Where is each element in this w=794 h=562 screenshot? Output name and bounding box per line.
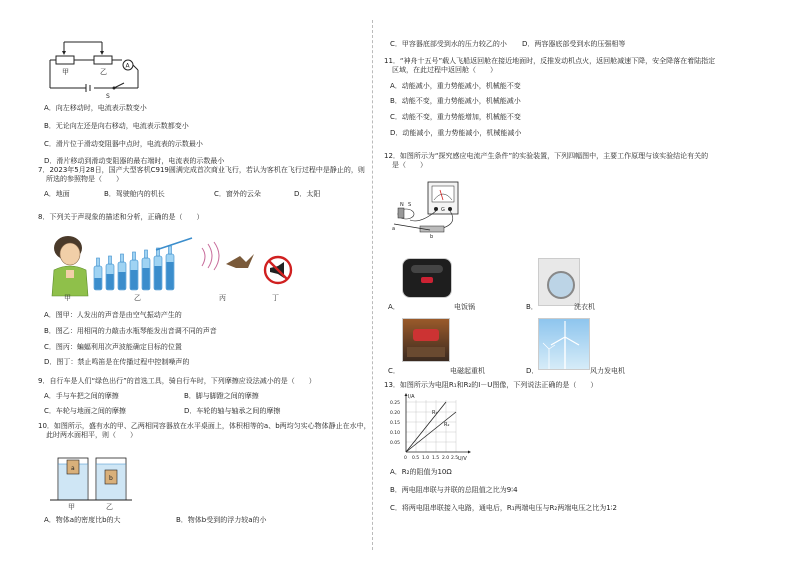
q12-option-a-name: 电饭锅 [454, 303, 475, 311]
q12-option-c-letter: C． [388, 367, 400, 375]
q13-ylabel: I/A [408, 394, 415, 400]
q11 [384, 57, 729, 138]
q8-option-d: D．图丁：禁止鸣笛是在传播过程中控制噪声的 [44, 358, 190, 367]
q12-induction-apparatus [390, 180, 490, 242]
q12-option-d-name: 风力发电机 [590, 367, 625, 375]
circuit-label-switch: S [106, 93, 110, 100]
q9 [38, 377, 383, 415]
q13-xtick-10: 1.0 [422, 456, 430, 461]
q13-option-b: B．两电阻串联与并联的总阻值之比为9∶4 [390, 485, 518, 494]
magnet-s: S [408, 202, 412, 208]
electromagnetic-crane-image [402, 318, 450, 362]
q10-options-ab [38, 516, 383, 525]
q8-stem-text: 8．下列关于声现象的描述和分析，正确的是（ ） [38, 213, 204, 221]
q9-option-c: C．车轮与地面之间的摩擦 [44, 406, 126, 415]
q13-iu-chart [388, 392, 478, 464]
q13-option-c: C．将两电阻串联接入电路，通电后，R₁两端电压与R₂两端电压之比为1∶2 [390, 503, 617, 512]
q11-option-d: D．动能减小，重力势能减小，机械能减小 [390, 128, 522, 137]
q9-option-a: A．手与车把之间的摩擦 [44, 391, 119, 400]
circuit-label-ammeter: A [125, 62, 130, 70]
circuit-label-yi: 乙 [100, 68, 107, 76]
q7-option-d: D．太阳 [294, 189, 321, 198]
q12-stem-line1: 12．如图所示为“探究感应电流产生条件”的实验装置，下列四幅图中，主要工作原理与该实验结论有关的 [384, 152, 709, 160]
q13-r1-label: R₁ [432, 410, 438, 416]
q10-label-jia: 甲 [68, 503, 75, 511]
q10-stem-line1: 10．如图所示，盛有水的甲、乙两相同容器放在水平桌面上，体积相等的a、b两均匀实心物体静止在水中， [38, 422, 371, 430]
q6-option-a: A．向左移动时，电流表示数变小 [44, 104, 147, 112]
q12-option-d-letter: D． [526, 367, 539, 375]
q9-option-b: B．脚与脚蹬之间的摩擦 [184, 391, 259, 400]
q10-option-b: B．物体b受到的浮力较a的小 [176, 516, 267, 524]
q13-stem [384, 381, 729, 390]
crane-scrap [407, 347, 445, 357]
q12-option-c-name: 电磁起重机 [450, 367, 485, 375]
q13-options [384, 468, 729, 512]
q13-ytick-010: 0.10 [390, 431, 401, 436]
rice-cooker-image [402, 258, 452, 298]
q10-object-a: a [71, 465, 75, 472]
galvanometer-label: G [441, 207, 445, 213]
q10 [38, 422, 383, 440]
q10-option-c: C．甲容器底部受到水的压力较乙的小 [390, 40, 507, 48]
q8-label-jia: 甲 [64, 294, 71, 302]
q10-options-cd [384, 40, 729, 49]
q13-stem-text: 13．如图所示为电阻R₁和R₂的I－U图像，下列说法正确的是（ ） [384, 381, 598, 389]
q10-options-row [38, 516, 383, 525]
q13-xtick-0: 0 [404, 456, 407, 461]
q9-options-row2 [38, 407, 383, 416]
q10-option-a: A．物体a的密度比b的大 [44, 516, 121, 524]
q10-label-yi: 乙 [106, 503, 113, 511]
q6-option-b: B．无论向左还是向右移动，电流表示数都变小 [44, 121, 189, 130]
q13-ytick-025: 0.25 [390, 401, 401, 406]
q13-ytick-015: 0.15 [390, 421, 401, 426]
washing-machine-door [547, 271, 575, 299]
q12-stem-line2: 是（ ） [392, 160, 427, 169]
q13-xtick-25: 2.5 [451, 456, 459, 461]
q8-stem [38, 213, 383, 222]
q6-circuit-diagram [42, 38, 152, 100]
q11-stem-line1: 11．“神舟十五号”载人飞船返回舱在接近地面时，反推发动机点火，返回舱减速下降，安全降落在着陆指定 [384, 57, 716, 65]
person-illustration [52, 236, 88, 296]
q9-options-row1 [38, 392, 383, 401]
q7-option-a: A．地面 [44, 189, 70, 198]
magnet-n: N [400, 202, 404, 208]
q13-ytick-005: 0.05 [390, 441, 401, 446]
q7-option-c: C．窗外的云朵 [214, 189, 261, 198]
rice-cooker-panel [421, 277, 433, 283]
q8-label-yi: 乙 [134, 294, 141, 302]
q8-sound-figure [44, 226, 294, 300]
q13-xtick-15: 1.5 [432, 456, 440, 461]
q8-label-ding: 丁 [272, 294, 279, 302]
q13-xtick-05: 0.5 [412, 456, 420, 461]
q6-option-d: D．滑片移动到滑动变阻器的最右端时，电流表的示数最小 [44, 157, 225, 166]
q9-stem: 9．自行车是人们“绿色出行”的首选工具，骑自行车时，下列摩擦应设法减小的是（ ） [38, 377, 316, 385]
bat-ultrasound [202, 242, 254, 270]
q6-option-c: C．滑片位于滑动变阻器中点时，电流表的示数最小 [44, 139, 203, 148]
q11-stem-line2: 区域，在此过程中返回舱（ ） [392, 65, 497, 74]
q11-option-c: C．动能不变，重力势能增加，机械能不变 [390, 113, 521, 121]
q10-stem-line2: 此时两水面相平，则（ ） [46, 430, 137, 439]
q7-options [38, 190, 383, 199]
q11-option-b: B．动能不变，重力势能减小，机械能减小 [390, 97, 521, 106]
water-bottles [94, 238, 192, 290]
q13-xtick-20: 2.0 [442, 456, 450, 461]
q8-options [38, 311, 383, 367]
q6-options [38, 104, 383, 172]
q13-ytick-020: 0.20 [390, 411, 401, 416]
wind-turbine-image [538, 318, 590, 370]
q7-stem-line1: 7．2023年5月28日，国产大型客机C919圆满完成首次商业飞行，若认为客机在飞行过程中是静止的，则 [38, 166, 365, 174]
q10-container-figure [44, 452, 134, 508]
q10-object-b: b [109, 475, 113, 482]
q7 [38, 166, 383, 198]
q13-xlabel: U/V [458, 456, 467, 462]
q10-option-d: D．两容器底部受到水的压强相等 [522, 40, 626, 48]
q7-option-b: B．驾驶舱内的机长 [104, 189, 165, 198]
circuit-label-jia: 甲 [62, 68, 69, 76]
wind-turbine-drawing [539, 319, 589, 369]
q12-option-b-letter: B． [526, 303, 538, 311]
crane-magnet [413, 329, 439, 341]
no-honking-sign [265, 257, 291, 283]
q12-option-a-letter: A． [388, 303, 400, 311]
q9-option-d: D．车轮的轴与轴承之间的摩擦 [184, 406, 281, 415]
q10-options-cd-row [384, 40, 729, 49]
q13-option-a: A．R₂的阻值为10Ω [390, 468, 452, 476]
washing-machine-image [538, 258, 580, 306]
rod-end-b: b [430, 234, 434, 240]
q11-option-a: A．动能减小，重力势能减小，机械能不变 [390, 81, 521, 90]
q13-r2-label: R₂ [444, 422, 450, 428]
q8-label-bing: 丙 [219, 294, 226, 302]
q12-option-b-name: 洗衣机 [574, 303, 595, 311]
q8-option-c: C．图丙：蝙蝠利用次声波能确定目标的位置 [44, 342, 182, 351]
q12 [384, 152, 729, 170]
q8-option-b: B．图乙：用相同的力敲击水瓶琴能发出音调不同的声音 [44, 326, 217, 335]
q7-stem-line2: 所选的参照物是（ ） [46, 174, 123, 183]
rod-end-a: a [392, 226, 396, 232]
column-divider [372, 20, 373, 550]
rice-cooker-lid [411, 265, 443, 273]
q8-option-a: A．图甲：人发出的声音是由空气振动产生的 [44, 311, 182, 319]
